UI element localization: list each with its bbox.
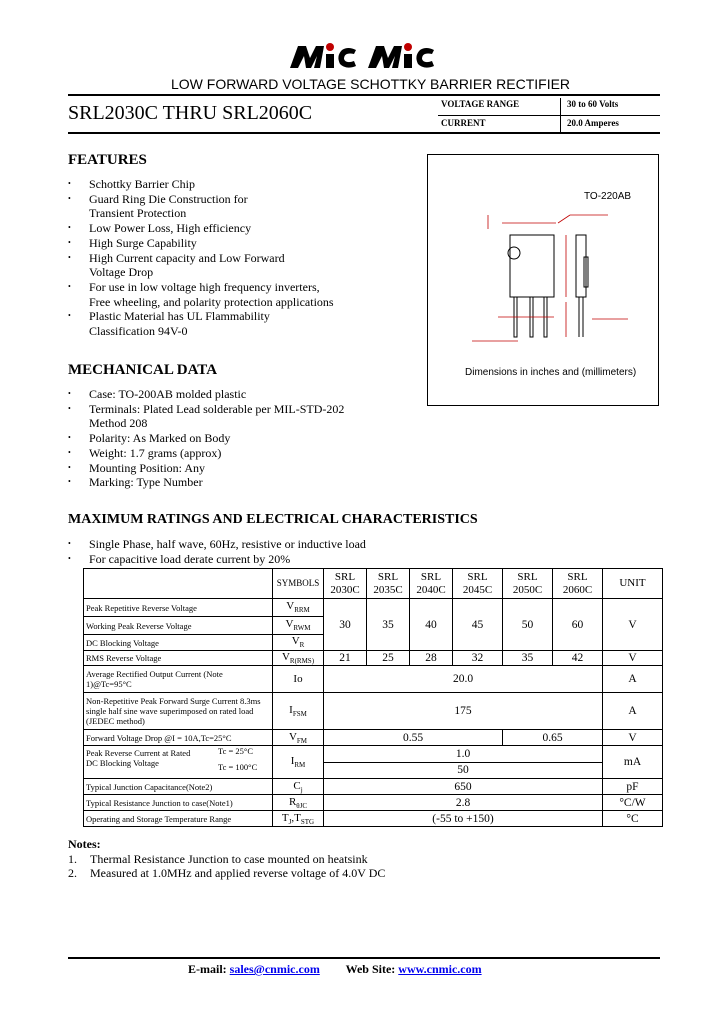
mechanical-item-continued: Method 208	[89, 416, 148, 431]
part-header: SRL 2050C	[503, 569, 553, 599]
header-blank	[84, 569, 273, 599]
current-value: 20.0 Amperes	[567, 118, 619, 128]
mechanical-title: MECHANICAL DATA	[68, 362, 218, 378]
mechanical-item: • Polarity: As Marked on Body	[68, 431, 344, 446]
cell-value: 45	[453, 599, 503, 651]
mechanical-item: • Terminals: Plated Lead solderable per MIL-STD-202	[68, 402, 344, 417]
feature-item: • Plastic Material has UL Flammability	[68, 309, 334, 324]
note-item	[68, 866, 386, 881]
notes-title: Notes:	[68, 837, 101, 851]
current-label: CURRENT	[441, 118, 486, 128]
part-range-title: SRL2030C THRU SRL2060C	[68, 102, 313, 124]
mechanical-item: • Mounting Position: Any	[68, 461, 344, 476]
param-symbol: $V_{RWM}$	[273, 617, 324, 635]
mechanical-item: • Case: TO-200AB molded plastic	[68, 387, 344, 402]
cell-value: 50	[503, 599, 553, 651]
table-row	[84, 811, 663, 827]
feature-item: • High Surge Capability	[68, 236, 334, 251]
mic-logo	[288, 40, 436, 70]
table-row	[84, 730, 663, 746]
table-row	[84, 795, 663, 811]
cell-unit: mA	[603, 746, 663, 779]
cell-value: 0.65	[503, 730, 603, 746]
note-text: Measured at 1.0MHz and applied reverse voltage of 4.0V DC	[90, 866, 386, 880]
table-row	[84, 666, 663, 693]
param-name: Non-Repetitive Peak Forward Surge Current 8.3ms single half sine wave superimposed on rated load (JEDEC method)	[84, 693, 273, 730]
cell-value: 35	[367, 599, 410, 651]
cell-value: 40	[410, 599, 453, 651]
email-label: E-mail:	[188, 962, 227, 976]
param-name: Operating and Storage Temperature Range	[84, 811, 273, 827]
cell-value: 650	[324, 779, 603, 795]
part-header: SRL 2040C	[410, 569, 453, 599]
param-symbol: $V_R$	[273, 635, 324, 651]
param-symbol: $R_{\theta JC}$	[273, 795, 324, 811]
param-name: DC Blocking Voltage	[84, 635, 273, 651]
features-title: FEATURES	[68, 152, 147, 168]
feature-item: • Schottky Barrier Chip	[68, 177, 334, 192]
cell-value: (-55 to +150)	[324, 811, 603, 827]
document-subtitle: LOW FORWARD VOLTAGE SCHOTTKY BARRIER RECTIFIER	[171, 76, 571, 92]
note-text: Thermal Resistance Junction to case mounted on heatsink	[90, 852, 368, 866]
param-symbol: $I_{FSM}$	[273, 693, 324, 730]
note-item	[68, 852, 368, 867]
param-symbol: $V_{R(RMS)}$	[273, 651, 324, 666]
param-name: Forward Voltage Drop @I = 10A,Tc=25°C	[84, 730, 273, 746]
package-name: TO-220AB	[584, 191, 632, 202]
ratings-conditions	[68, 537, 366, 566]
feature-item: • For use in low voltage high frequency inverters,	[68, 280, 334, 295]
feature-item: • Guard Ring Die Construction for	[68, 192, 334, 207]
cell-unit: °C/W	[603, 795, 663, 811]
header-rule-top	[68, 94, 660, 96]
param-symbol: $T_J,T_{STG}$	[273, 811, 324, 827]
param-name: Working Peak Reverse Voltage	[84, 617, 273, 635]
param-name: Typical Resistance Junction to case(Note1)	[84, 795, 273, 811]
param-name: Peak Repetitive Reverse Voltage	[84, 599, 273, 617]
table-row	[84, 746, 663, 763]
note-number: 1.	[68, 852, 77, 866]
cell-value: 0.55	[324, 730, 503, 746]
cell-value: 60	[553, 599, 603, 651]
feature-item-continued: Voltage Drop	[89, 265, 154, 280]
symbols-header: SYMBOLS	[273, 569, 324, 599]
cell-value: 175	[324, 693, 603, 730]
unit-header: UNIT	[603, 569, 663, 599]
table-row	[84, 693, 663, 730]
email-link[interactable]: sales@cnmic.com	[229, 962, 320, 976]
irm-condition-b: Tc = 100°C	[218, 762, 258, 773]
cell-value: 35	[503, 651, 553, 666]
voltage-range-value: 30 to 60 Volts	[567, 99, 619, 109]
mechanical-item: • Weight: 1.7 grams (approx)	[68, 446, 344, 461]
footer-rule	[68, 957, 660, 959]
param-symbol: $V_{RRM}$	[273, 599, 324, 617]
website-link[interactable]: www.cnmic.com	[398, 962, 482, 976]
param-name: Average Rectified Output Current (Note 1)@Tc=95°C	[84, 666, 273, 693]
voltage-range-label: VOLTAGE RANGE	[441, 99, 520, 109]
cell-value: 28	[410, 651, 453, 666]
param-name: Peak Reverse Current at Rated DC Blocking Voltage	[86, 748, 191, 769]
cell-value: 25	[367, 651, 410, 666]
table-row	[84, 599, 663, 617]
package-outline-drawing	[458, 207, 638, 357]
feature-item: • High Current capacity and Low Forward	[68, 251, 334, 266]
cell-value: 32	[453, 651, 503, 666]
cell-unit: A	[603, 666, 663, 693]
cell-value: 20.0	[324, 666, 603, 693]
cell-value: 30	[324, 599, 367, 651]
feature-item-continued: Free wheeling, and polarity protection applications	[89, 294, 334, 309]
part-header: SRL 2060C	[553, 569, 603, 599]
cell-value: 42	[553, 651, 603, 666]
header-rule-bottom	[68, 132, 660, 134]
ratings-title: MAXIMUM RATINGS AND ELECTRICAL CHARACTERISTICS	[68, 512, 478, 527]
cell-unit: °C	[603, 811, 663, 827]
part-header: SRL 2030C	[324, 569, 367, 599]
ratings-table	[83, 568, 663, 827]
feature-item-continued: Classification 94V-0	[89, 324, 188, 339]
cell-unit: pF	[603, 779, 663, 795]
condition-item: • For capacitive load derate current by 20%	[68, 552, 366, 567]
cell-unit: V	[603, 730, 663, 746]
param-symbol: $I_{RM}$	[273, 746, 324, 779]
param-symbol: Io	[273, 666, 324, 693]
part-header: SRL 2035C	[367, 569, 410, 599]
features-list	[68, 177, 334, 339]
param-name: Typical Junction Capacitance(Note2)	[84, 779, 273, 795]
mechanical-item: • Marking: Type Number	[68, 475, 344, 490]
cell-unit: A	[603, 693, 663, 730]
condition-item: • Single Phase, half wave, 60Hz, resistive or inductive load	[68, 537, 366, 552]
feature-item: • Low Power Loss, High efficiency	[68, 221, 334, 236]
mechanical-list	[68, 387, 344, 490]
param-name: RMS Reverse Voltage	[84, 651, 273, 666]
spec-row-rule	[438, 115, 660, 116]
footer-contact	[188, 962, 482, 977]
package-drawing-box	[427, 154, 659, 406]
part-header: SRL 2045C	[453, 569, 503, 599]
feature-item-continued: Transient Protection	[89, 206, 187, 221]
table-row	[84, 651, 663, 666]
table-row	[84, 779, 663, 795]
cell-value: 1.0	[324, 746, 603, 763]
note-number: 2.	[68, 866, 77, 880]
package-caption: Dimensions in inches and (millimeters)	[465, 367, 637, 378]
website-label: Web Site:	[345, 962, 396, 976]
cell-unit: V	[603, 651, 663, 666]
param-symbol: $C_j$	[273, 779, 324, 795]
param-symbol: $V_{FM}$	[273, 730, 324, 746]
cell-value: 50	[324, 762, 603, 779]
cell-value: 2.8	[324, 795, 603, 811]
table-header-row	[84, 569, 663, 599]
cell-value: 21	[324, 651, 367, 666]
param-name-cell	[84, 746, 273, 779]
cell-unit: V	[603, 599, 663, 651]
irm-condition-a: Tc = 25°C	[218, 746, 253, 757]
